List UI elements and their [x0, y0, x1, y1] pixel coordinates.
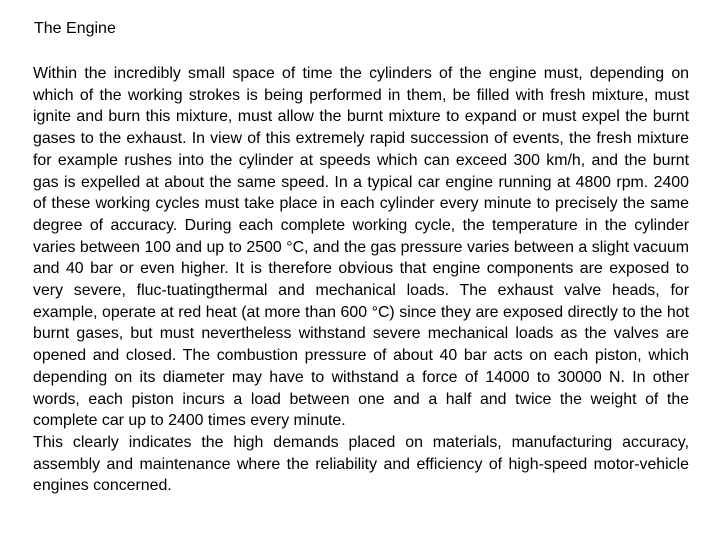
paragraph-1: Within the incredibly small space of time the cylinders of the engine must, depending on which of the working strokes is being performed in them, be filled with fresh mixture, must ignite and burn this mixture, must allow the burnt mixture to expand or must expel the burnt gases to the exhaust. In view of this extremely rapid succession of events, the fresh mixture for example rushes into the cylinder at speeds which can exceed 300 km/h, and the burnt gas is expelled at about the same speed. In a typical car engine running at 4800 rpm. 2400 of these working cycles must take place in each cylinder every minute to precisely the same degree of accuracy. During each complete working cycle, the temperature in the cylinder varies between 100 and up to 2500 °C, and the gas pressure varies between a slight vacuum and 40 bar or even higher. It is therefore obvious that engine components are exposed to very severe, fluc-tuatingthermal and mechanical loads. The exhaust valve heads, for example, operate at red heat (at more than 600 °C) since they are exposed directly to the hot burnt gases, but must nevertheless withstand severe mechanical loads as the valves are opened and closed. The combustion pressure of about 40 bar acts on each piston, which depending on its diameter may have to withstand a force of 14000 to 30000 N. In other words, each piston incurs a load between one and a half and twice the weight of the complete car up to 2400 times every minute. — [33, 65, 689, 430]
page-title: The Engine — [34, 20, 116, 37]
body-text — [33, 63, 689, 497]
paragraph-2: This clearly indicates the high demands placed on materials, manufacturing accuracy, assembly and maintenance where the reliability and efficiency of high-speed motor-vehicle engines concerned. — [33, 433, 689, 495]
